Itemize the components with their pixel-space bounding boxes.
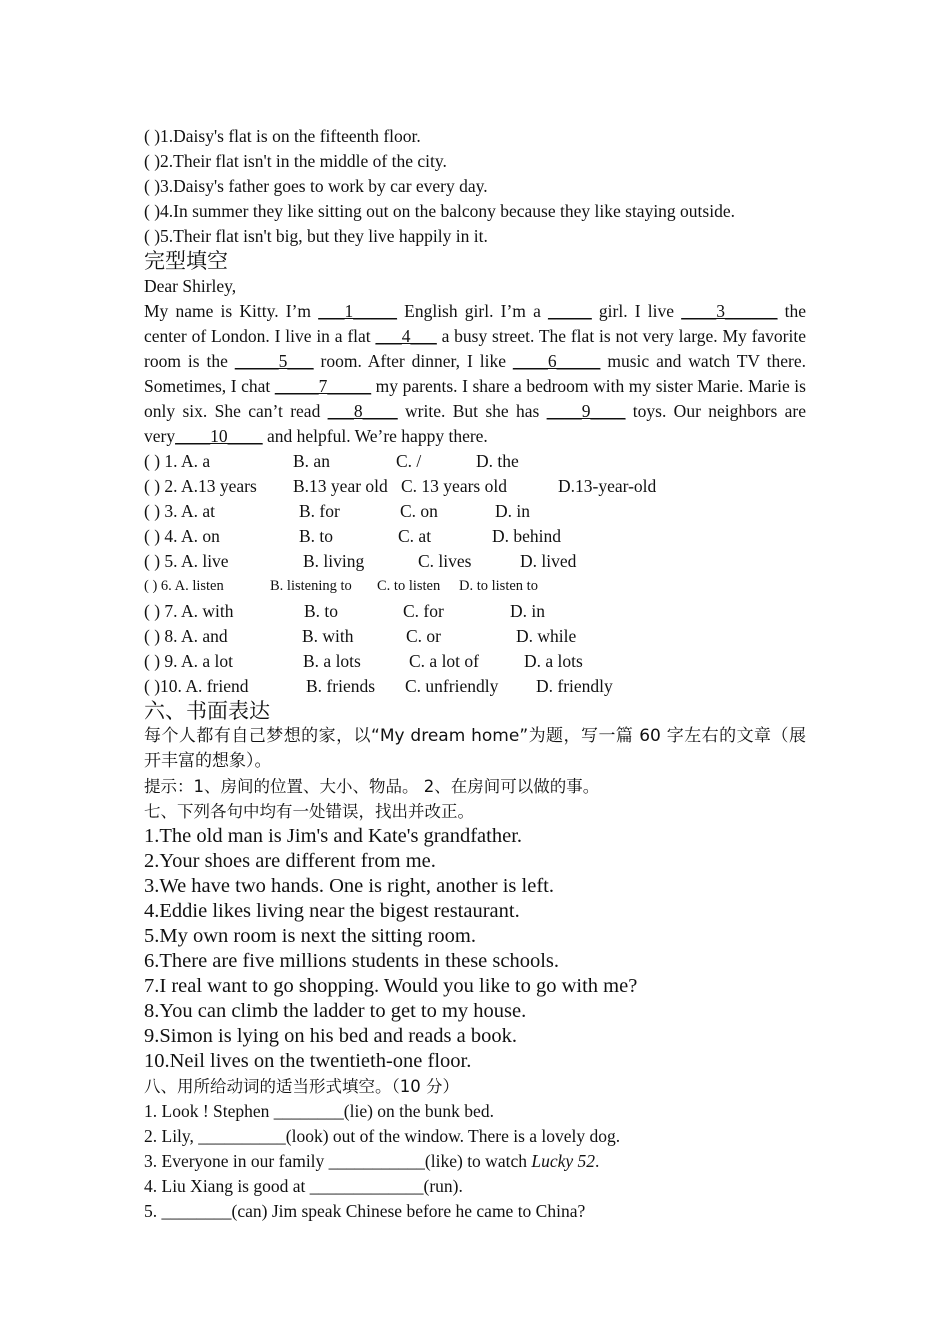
blank-1[interactable]: ___1_____ [318, 301, 397, 321]
error-item-1: 1.The old man is Jim's and Kate's grandfather. [144, 825, 523, 847]
error-item-2: 2.Your shoes are different from me. [144, 850, 436, 872]
error-item-5: 5.My own room is next the sitting room. [144, 925, 476, 947]
blank-9[interactable]: ____9____ [546, 401, 626, 421]
cloze-greeting: Dear Shirley, [144, 276, 237, 296]
cloze-option-row-2: ( ) 2. A.13 years B.13 year old C. 13 years old D.13-year-old [144, 476, 657, 496]
writing-prompt: 每个人都有自己梦想的家，以“My dream home”为题，写一篇 60 字左右的文章（展开丰富的想象）。 [144, 726, 806, 771]
cloze-option-row-8: ( ) 8. A. and B. with C. or D. while [144, 626, 577, 646]
error-item-10: 10.Neil lives on the twentieth-one floor. [144, 1050, 472, 1072]
blank-10[interactable]: ____10____ [175, 426, 263, 446]
blank-7[interactable]: _____7_____ [274, 376, 372, 396]
verb-item-2: 2. Lily, __________(look) out of the window. There is a lovely dog. [144, 1126, 621, 1146]
error-item-6: 6.There are five millions students in these schools. [144, 950, 560, 972]
cloze-option-row-10: ( )10. A. friend B. friends C. unfriendly D. friendly [144, 676, 613, 696]
error-item-9: 9.Simon is lying on his bed and reads a book. [144, 1025, 517, 1047]
blank-2[interactable]: _____ [548, 301, 592, 321]
verb-item-1: 1. Look ! Stephen ________(lie) on the bunk bed. [144, 1101, 494, 1121]
cloze-option-row-3: ( ) 3. A. at B. for C. on D. in [144, 501, 530, 521]
verb-item-5: 5. ________(can) Jim speak Chinese before he came to China? [144, 1201, 586, 1221]
cloze-option-row-4: ( ) 4. A. on B. to C. at D. behind [144, 526, 562, 546]
cloze-option-row-5: ( ) 5. A. live B. living C. lives D. lived [144, 551, 577, 571]
error-item-4: 4.Eddie likes living near the bigest restaurant. [144, 900, 520, 922]
cloze-option-row-1: ( ) 1. A. a B. an C. / D. the [144, 451, 519, 471]
writing-title: 六、书面表达 [144, 699, 270, 723]
blank-4[interactable]: ___4___ [375, 326, 437, 346]
cloze-option-row-7: ( ) 7. A. with B. to C. for D. in [144, 601, 545, 621]
blank-8[interactable]: ___8____ [327, 401, 398, 421]
cloze-option-row-6: ( ) 6. A. listen B. listening to C. to listen D. to listen to [144, 578, 538, 594]
blank-5[interactable]: _____5___ [234, 351, 314, 371]
blank-3[interactable]: ____3______ [681, 301, 778, 321]
verb-item-3: 3. Everyone in our family ___________(like) to watch Lucky 52. [144, 1151, 600, 1171]
error-item-7: 7.I real want to go shopping. Would you like to go with me? [144, 975, 638, 997]
tf-item-2: ( )2.Their flat isn't in the middle of the city. [144, 151, 447, 171]
error-item-8: 8.You can climb the ladder to get to my house. [144, 1000, 527, 1022]
document-content [144, 124, 806, 1224]
cloze-title: 完型填空 [144, 249, 228, 273]
verbs-title: 八、用所给动词的适当形式填空。（10 分） [144, 1077, 459, 1096]
cloze-passage: My name is Kitty. I’m ___1_____ English girl. I’m a _____ girl. I live ____3______ the center of London. I live in a flat ___4___ a busy street. The flat is not very large. My favorite room is the _____5___ room. After dinner, I like ____6_____ music and watch TV there. Sometimes, I chat _____7_____ my parents. I share a bedroom with my sister Marie. Marie is only six. She can’t read ___8____ write. But she has ____9____ toys. Our neighbors are very____10____ and helpful. We’re happy there. [144, 301, 807, 446]
tf-item-3: ( )3.Daisy's father goes to work by car every day. [144, 176, 488, 196]
cloze-option-row-9: ( ) 9. A. a lot B. a lots C. a lot of D. a lots [144, 651, 583, 671]
writing-hint: 提示：1、房间的位置、大小、物品。 2、在房间可以做的事。 [144, 777, 600, 796]
tf-item-4: ( )4.In summer they like sitting out on the balcony because they like staying outside. [144, 201, 735, 221]
error-item-3: 3.We have two hands. One is right, another is left. [144, 875, 554, 897]
blank-6[interactable]: ____6_____ [512, 351, 601, 371]
tf-item-5: ( )5.Their flat isn't big, but they live happily in it. [144, 226, 488, 246]
verb-item-4: 4. Liu Xiang is good at _____________(run). [144, 1176, 463, 1196]
errors-title: 七、下列各句中均有一处错误，找出并改正。 [144, 802, 474, 821]
tf-item-1: ( )1.Daisy's flat is on the fifteenth floor. [144, 126, 421, 146]
